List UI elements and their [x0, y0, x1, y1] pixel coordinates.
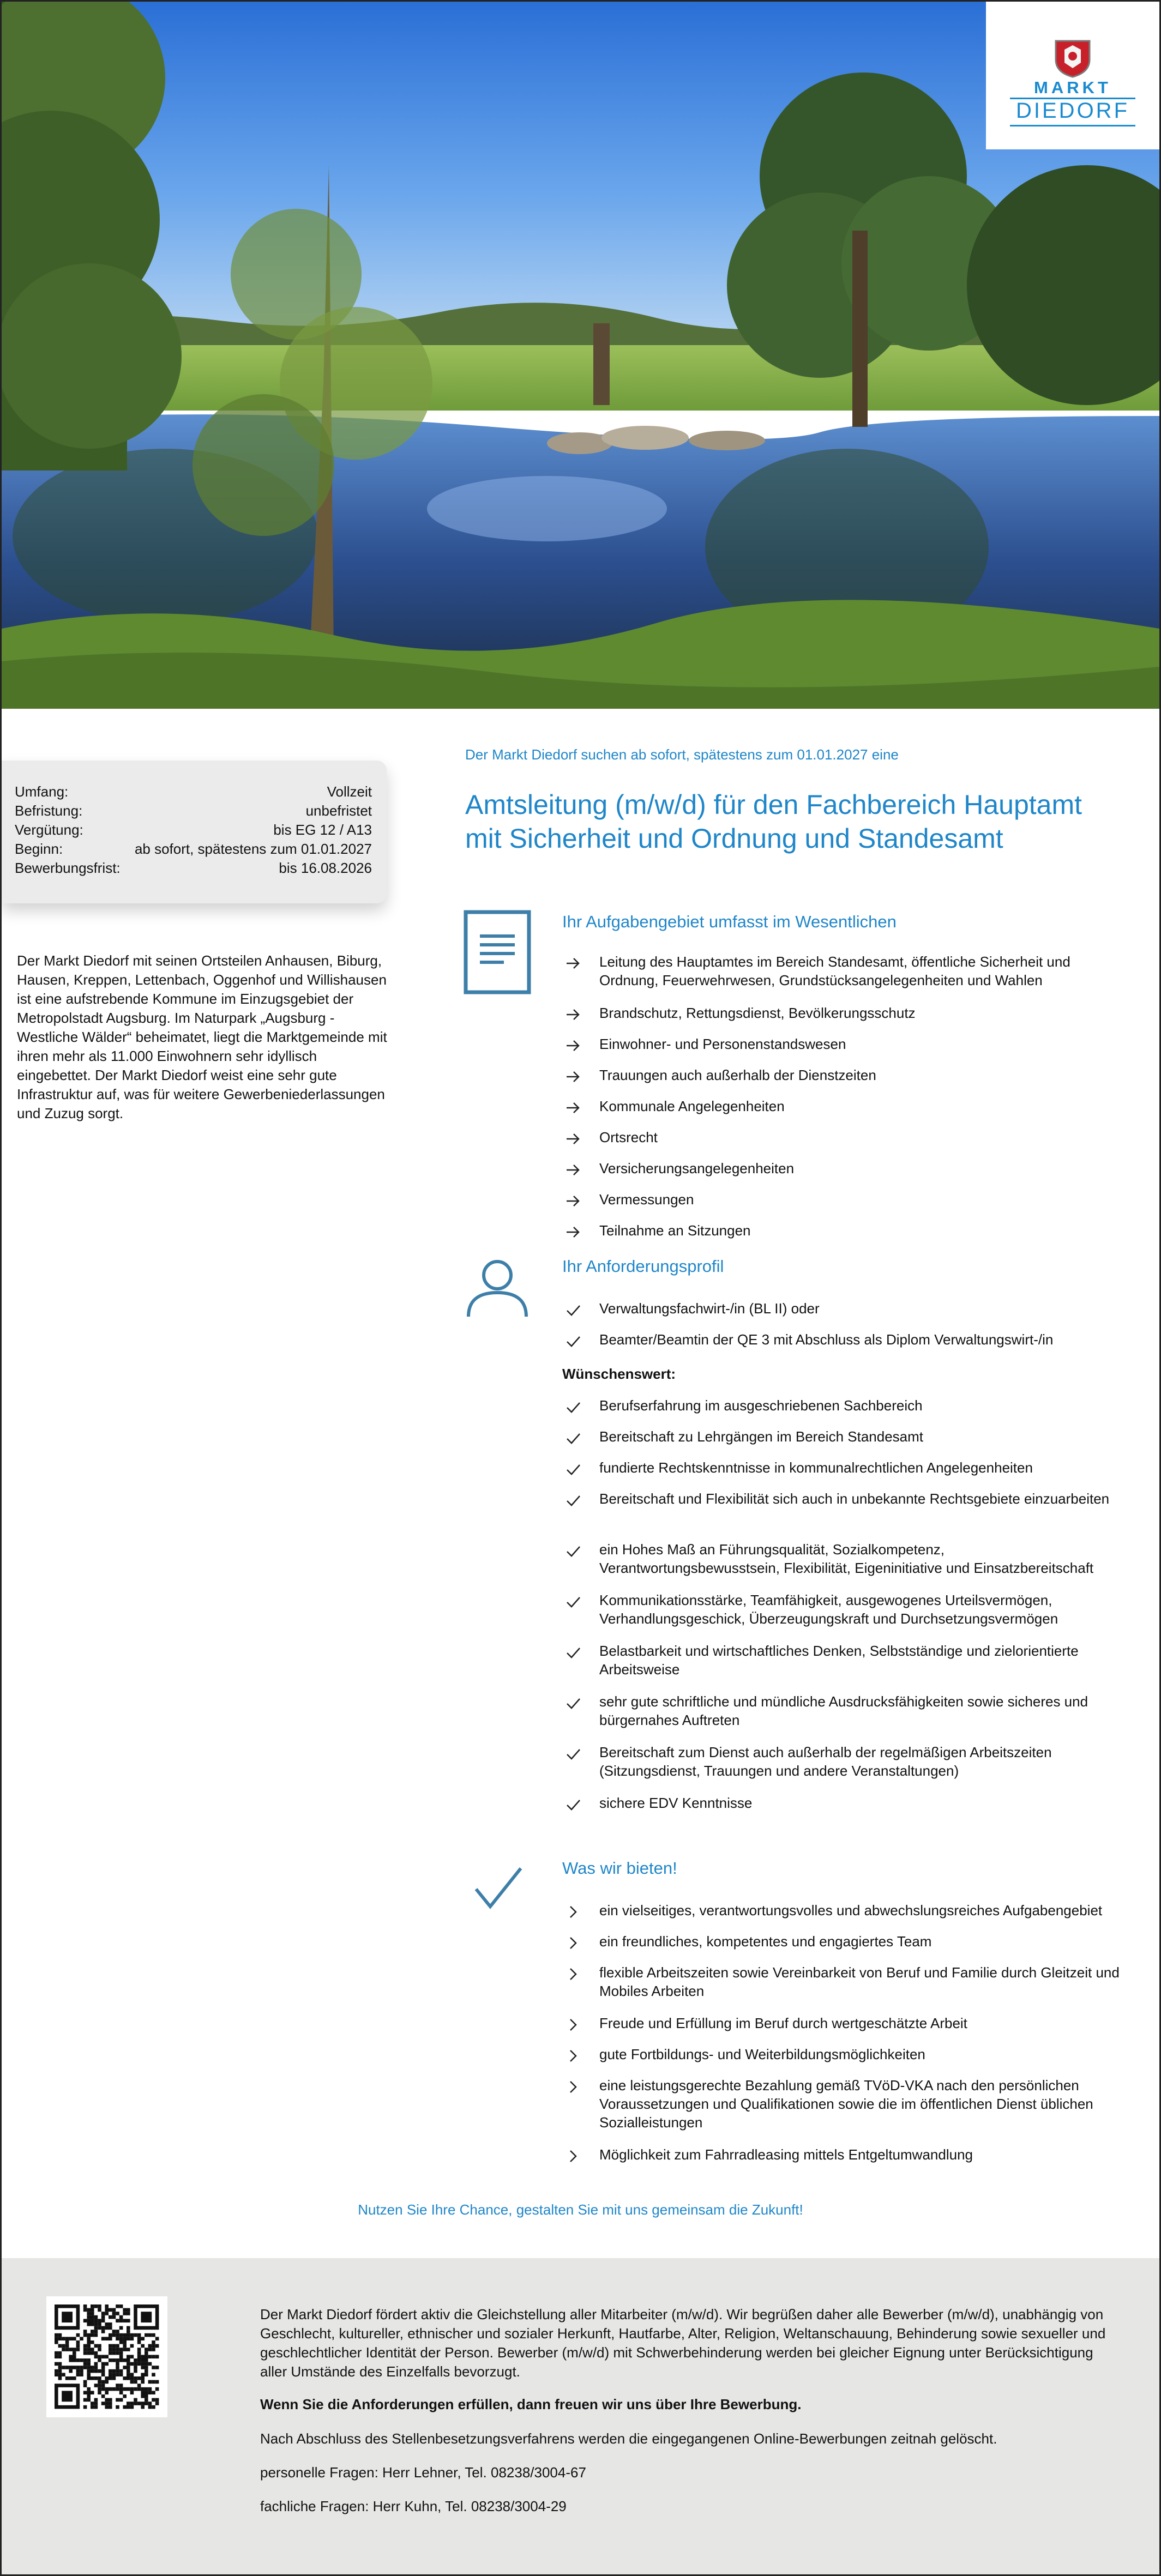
fact-row [15, 841, 372, 859]
list-item-text: Ortsrecht [599, 1129, 658, 1145]
fact-row [15, 803, 372, 821]
qr-code[interactable] [46, 2296, 167, 2417]
check-icon [566, 1462, 581, 1477]
fact-row [15, 783, 372, 802]
fact-label: Bewerbungsfrist: [15, 860, 121, 876]
tasks-heading: Ihr Aufgabengebiet umfasst im Wesentlichen [562, 912, 897, 931]
fact-label: Beginn: [15, 841, 63, 857]
list-item-text: Belastbarkeit und wirtschaftliches Denken, Selbstständige und zielorientierte Arbeitsweise [599, 1643, 1079, 1678]
check-icon [566, 1746, 581, 1761]
list-item-text: Möglichkeit zum Fahrradleasing mittels Entgeltumwandlung [599, 2146, 973, 2163]
fact-row [15, 860, 372, 878]
footer [2, 2258, 1159, 2574]
logo-divider [1010, 125, 1135, 126]
list-item-text: sichere EDV Kenntnisse [599, 1795, 753, 1811]
list-item-text: Bereitschaft zum Dienst auch außerhalb der regelmäßigen Arbeitszeiten (Sitzungsdienst, Trauungen und andere Veranstaltungen) [599, 1744, 1052, 1779]
arrow-right-icon [566, 1193, 581, 1209]
fact-value: unbefristet [305, 803, 372, 819]
municipality-intro: Der Markt Diedorf mit seinen Ortsteilen Anhausen, Biburg, Hausen, Kreppen, Lettenbach, Oggenhof und Willishausen ist eine aufstrebende Kommune im Einzugsgebiet der Metropolstadt Augsburg. Im Naturpark „Augsburg - Westliche Wälder“ beheimatet, liegt die Marktgemeinde mit ihren mehr als 11.000 Einwohnern sehr idyllisch eingebettet. Der Markt Diedorf weist eine sehr gute Infrastruktur auf, was für weitere Gewerbeniederlassungen und Zuzug sorgt. [17, 952, 387, 1121]
list-item-text: Freude und Erfüllung im Beruf durch wertgeschätzte Arbeit [599, 2015, 967, 2031]
logo-markt-diedorf [986, 2, 1159, 149]
chevron-right-icon [566, 1966, 581, 1982]
check-icon [566, 1334, 581, 1349]
arrow-right-icon [566, 1162, 581, 1178]
list-item-text: Teilnahme an Sitzungen [599, 1222, 751, 1239]
chevron-right-icon [566, 2149, 581, 2164]
closing-slogan: Nutzen Sie Ihre Chance, gestalten Sie mit uns gemeinsam die Zukunft! [358, 2201, 803, 2218]
list-item-text: Bereitschaft zu Lehrgängen im Bereich Standesamt [599, 1428, 924, 1445]
arrow-right-icon [566, 1069, 581, 1084]
application-call: Wenn Sie die Anforderungen erfüllen, dann freuen wir uns über Ihre Bewerbung. [260, 2396, 802, 2412]
job-title-line: mit Sicherheit und Ordnung und Standesamt [465, 823, 1003, 854]
list-item-text: Berufserfahrung im ausgeschriebenen Sachbereich [599, 1397, 923, 1414]
list-item-text: ein freundliches, kompetentes und engagiertes Team [599, 1933, 932, 1950]
list-item-text: ein Hohes Maß an Führungsqualität, Sozialkompetenz, Verantwortungsbewusstsein, Flexibilität, Eigeninitiative und Einsatzbereitschaft [599, 1541, 1094, 1576]
list-item-text: Kommunale Angelegenheiten [599, 1098, 785, 1114]
checkmark-icon [474, 1866, 523, 1911]
check-icon [566, 1696, 581, 1711]
list-item-text: sehr gute schriftliche und mündliche Ausdrucksfähigkeiten sowie sicheres und bürgernahes Auftreten [599, 1693, 1088, 1728]
fact-label: Umfang: [15, 783, 69, 800]
logo-text-markt: MARKT [1034, 78, 1111, 97]
contact-personal: personelle Fragen: Herr Lehner, Tel. 08238/3004-67 [260, 2464, 586, 2481]
check-icon [566, 1645, 581, 1660]
fact-label: Befristung: [15, 803, 83, 819]
check-icon [566, 1797, 581, 1812]
arrow-right-icon [566, 1007, 581, 1022]
arrow-right-icon [566, 1224, 581, 1240]
chevron-right-icon [566, 1904, 581, 1920]
check-icon [566, 1399, 581, 1415]
person-icon [465, 1259, 530, 1319]
fact-value: Vollzeit [327, 783, 372, 800]
check-icon [566, 1493, 581, 1508]
wish-heading: Wünschenswert: [562, 1366, 676, 1382]
list-item-text: Kommunikationsstärke, Teamfähigkeit, ausgewogenes Urteilsvermögen, Verhandlungsgeschick, Überzeugungskraft und Durchsetzungsvermögen [599, 1592, 1058, 1627]
list-item-text: flexible Arbeitszeiten sowie Vereinbarkeit von Beruf und Familie durch Gleitzeit und Mobiles Arbeiten [599, 1964, 1120, 1999]
equality-statement: Der Markt Diedorf fördert aktiv die Gleichstellung aller Mitarbeiter (m/w/d). Wir begrüßen daher alle Bewerber (m/w/d), unabhängig von Geschlecht, kultureller, ethnischer und sozialer Herkunft, Hautfarbe, Alter, Religion, Weltanschauung, Behinderung sowie sexueller und geschlechtlicher Identität der Person. Bewerber (m/w/d) mit Schwerbehinderung werden bei gleicher Eignung unter Berücksichtigung aller Umstände des Einzelfalls bevorzugt. [260, 2306, 1106, 2380]
check-icon [566, 1594, 581, 1609]
chevron-right-icon [566, 2017, 581, 2032]
job-title-line: Amtsleitung (m/w/d) für den Fachbereich Hauptamt [465, 789, 1082, 820]
list-item-text: Bereitschaft und Flexibilität sich auch in unbekannte Rechtsgebiete einzuarbeiten [599, 1491, 1110, 1507]
fact-value: bis EG 12 / A13 [273, 822, 372, 838]
lead-text: Der Markt Diedorf suchen ab sofort, spätestens zum 01.01.2027 eine [465, 746, 899, 763]
job-facts-box [2, 761, 387, 903]
list-item-text: Leitung des Hauptamtes im Bereich Standesamt, öffentliche Sicherheit und Ordnung, Feuerwehrwesen, Grundstücksangelegenheiten und Wahlen [599, 954, 1070, 988]
check-icon [566, 1543, 581, 1559]
fact-label: Vergütung: [15, 822, 83, 838]
list-item-text: gute Fortbildungs- und Weiterbildungsmöglichkeiten [599, 2046, 925, 2062]
arrow-right-icon [566, 1100, 581, 1115]
check-icon [566, 1431, 581, 1446]
logo-text-diedorf: DIEDORF [1016, 99, 1129, 123]
fact-row [15, 822, 372, 840]
fact-value: ab sofort, spätestens zum 01.01.2027 [134, 841, 372, 857]
fact-value: bis 16.08.2026 [279, 860, 372, 876]
qr-code-icon [46, 2296, 167, 2417]
list-item-text: Brandschutz, Rettungsdienst, Bevölkerungsschutz [599, 1005, 916, 1021]
list-item-text: Einwohner- und Personenstandswesen [599, 1036, 846, 1052]
arrow-right-icon [566, 1038, 581, 1053]
offer-heading: Was wir bieten! [562, 1859, 677, 1878]
arrow-right-icon [566, 956, 581, 971]
list-item-text: Trauungen auch außerhalb der Dienstzeiten [599, 1067, 876, 1083]
hero-landscape-image [2, 2, 1159, 709]
list-item-text: Beamter/Beamtin der QE 3 mit Abschluss als Diplom Verwaltungswirt-/in [599, 1331, 1054, 1348]
profile-heading: Ihr Anforderungsprofil [562, 1257, 724, 1276]
list-item-text: Vermessungen [599, 1191, 694, 1208]
list-item-text: ein vielseitiges, verantwortungsvolles und abwechslungsreiches Aufgabengebiet [599, 1902, 1103, 1919]
chevron-right-icon [566, 1935, 581, 1951]
data-deletion-note: Nach Abschluss des Stellenbesetzungsverfahrens werden die eingegangenen Online-Bewerbungen zeitnah gelöscht. [260, 2430, 997, 2447]
chevron-right-icon [566, 2079, 581, 2095]
list-item-text: Verwaltungsfachwirt-/in (BL II) oder [599, 1300, 820, 1317]
chevron-right-icon [566, 2048, 581, 2064]
list-item-text: Versicherungsangelegenheiten [599, 1160, 795, 1177]
list-item-text: fundierte Rechtskenntnisse in kommunalrechtlichen Angelegenheiten [599, 1459, 1033, 1476]
arrow-right-icon [566, 1131, 581, 1147]
list-item-text: eine leistungsgerechte Bezahlung gemäß TVöD-VKA nach den persönlichen Voraussetzungen und Qualifikationen sowie die im öffentlichen Dienst üblichen Sozialleistungen [599, 2077, 1093, 2131]
check-icon [566, 1302, 581, 1318]
contact-technical: fachliche Fragen: Herr Kuhn, Tel. 08238/3004-29 [260, 2498, 567, 2514]
job-title [465, 788, 1136, 855]
coat-of-arms-icon [1054, 39, 1092, 78]
document-icon [464, 910, 531, 994]
